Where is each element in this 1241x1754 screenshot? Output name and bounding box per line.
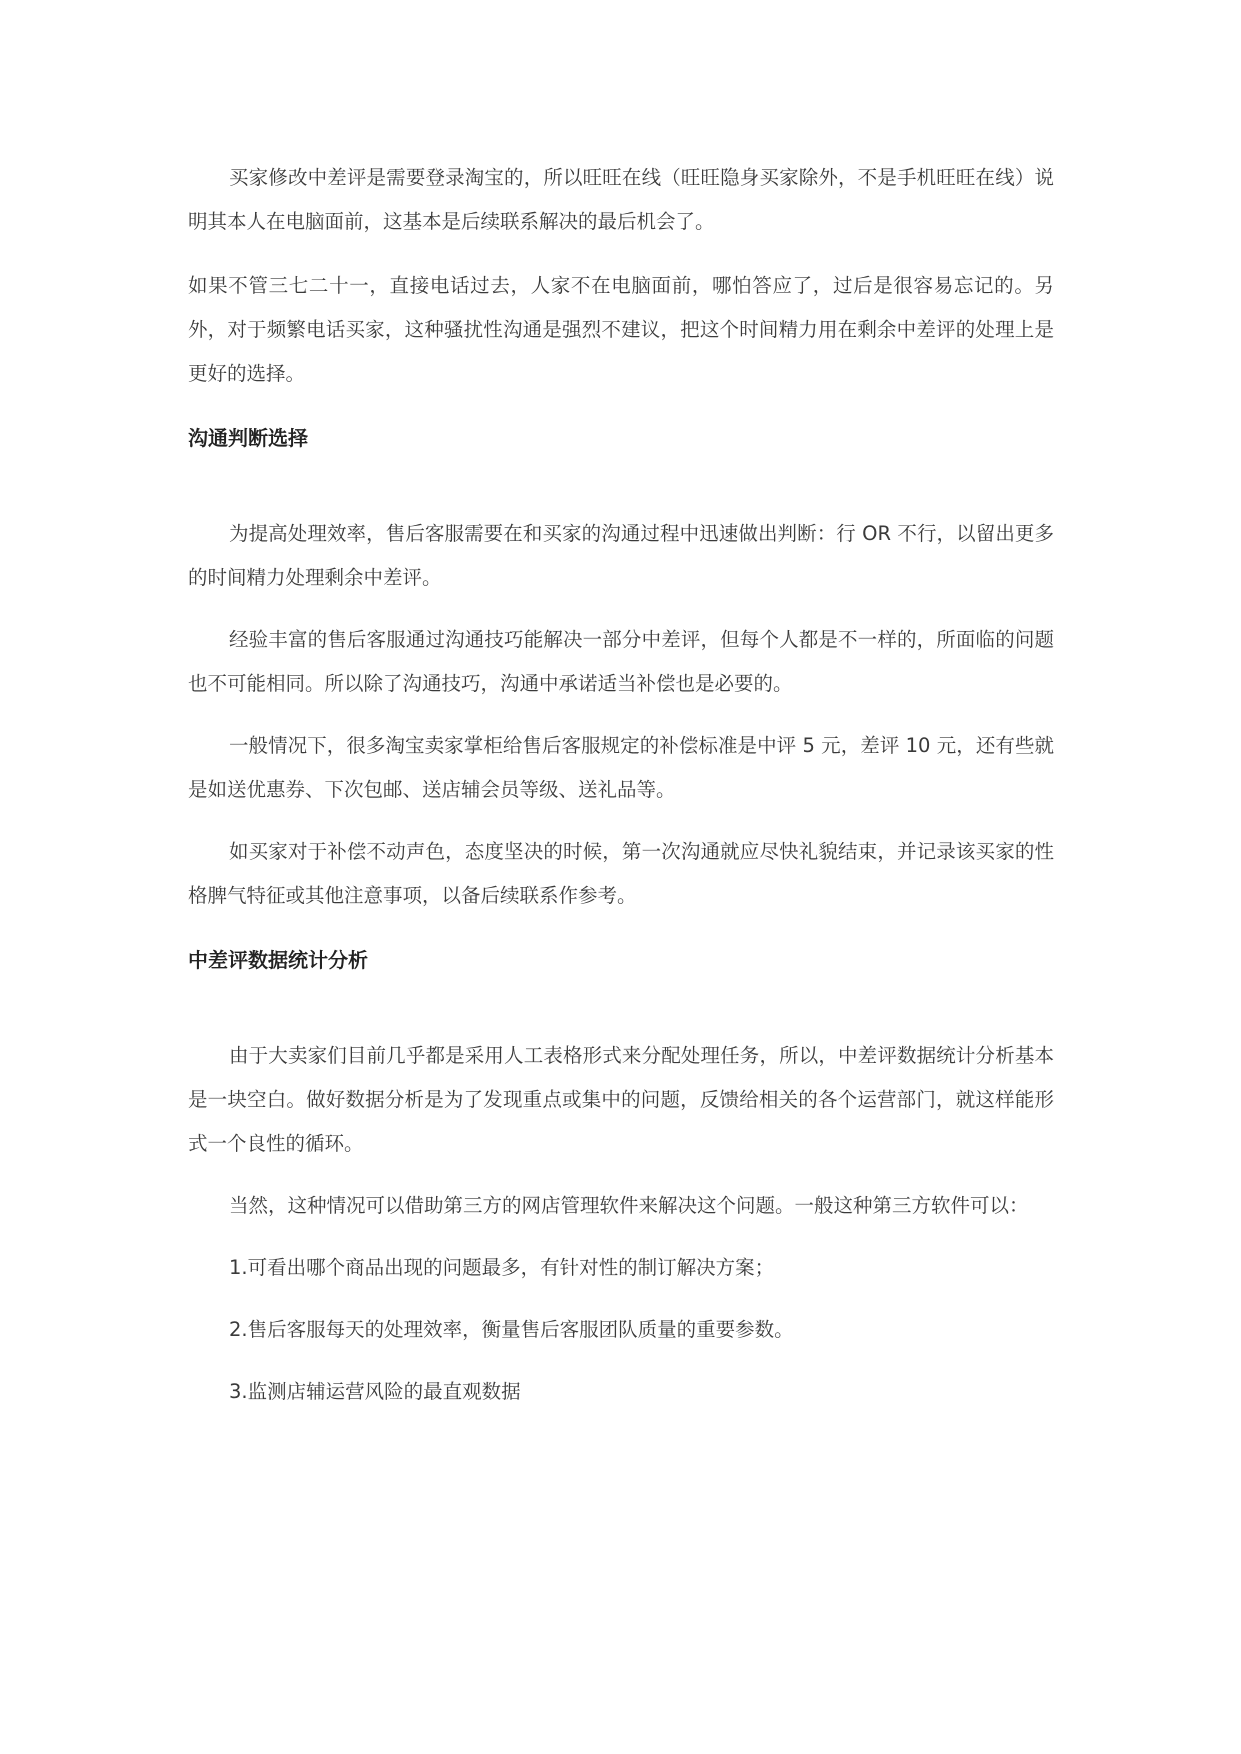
paragraph-2: 如果不管三七二十一，直接电话过去，人家不在电脑面前，哪怕答应了，过后是很容易忘记的。另外，对于频繁电话买家，这种骚扰性沟通是强烈不建议，把这个时间精力用在剩余中差评的处理上是更好的选择。	[188, 274, 1054, 385]
paragraph-8: 当然，这种情况可以借助第三方的网店管理软件来解决这个问题。一般这种第三方软件可以：	[229, 1194, 1029, 1217]
section-heading-statistics: 中差评数据统计分析	[188, 948, 368, 972]
list-item: 3.监测店辅运营风险的最直观数据	[229, 1380, 521, 1403]
paragraph-1: 买家修改中差评是需要登录淘宝的，所以旺旺在线（旺旺隐身买家除外，不是手机旺旺在线）说明其本人在电脑面前，这基本是后续联系解决的最后机会了。	[188, 166, 1054, 233]
list-item: 1.可看出哪个商品出现的问题最多，有针对性的制订解决方案；	[229, 1256, 775, 1279]
paragraph-7: 由于大卖家们目前几乎都是采用人工表格形式来分配处理任务，所以，中差评数据统计分析基本是一块空白。做好数据分析是为了发现重点或集中的问题，反馈给相关的各个运营部门，就这样能形式一个良性的循环。	[188, 1044, 1054, 1155]
paragraph-5: 一般情况下，很多淘宝卖家掌柜给售后客服规定的补偿标准是中评 5 元，差评 10 元，还有些就是如送优惠券、下次包邮、送店辅会员等级、送礼品等。	[188, 734, 1054, 801]
list-item: 2.售后客服每天的处理效率，衡量售后客服团队质量的重要参数。	[229, 1318, 794, 1341]
paragraph-6: 如买家对于补偿不动声色，态度坚决的时候，第一次沟通就应尽快礼貌结束，并记录该买家的性格脾气特征或其他注意事项，以备后续联系作参考。	[188, 840, 1054, 907]
paragraph-3: 为提高处理效率，售后客服需要在和买家的沟通过程中迅速做出判断：行 OR 不行，以留出更多的时间精力处理剩余中差评。	[188, 522, 1054, 589]
paragraph-4: 经验丰富的售后客服通过沟通技巧能解决一部分中差评，但每个人都是不一样的，所面临的问题也不可能相同。所以除了沟通技巧，沟通中承诺适当补偿也是必要的。	[188, 628, 1054, 695]
section-heading-communication: 沟通判断选择	[188, 426, 308, 450]
document-page	[188, 156, 1054, 1414]
